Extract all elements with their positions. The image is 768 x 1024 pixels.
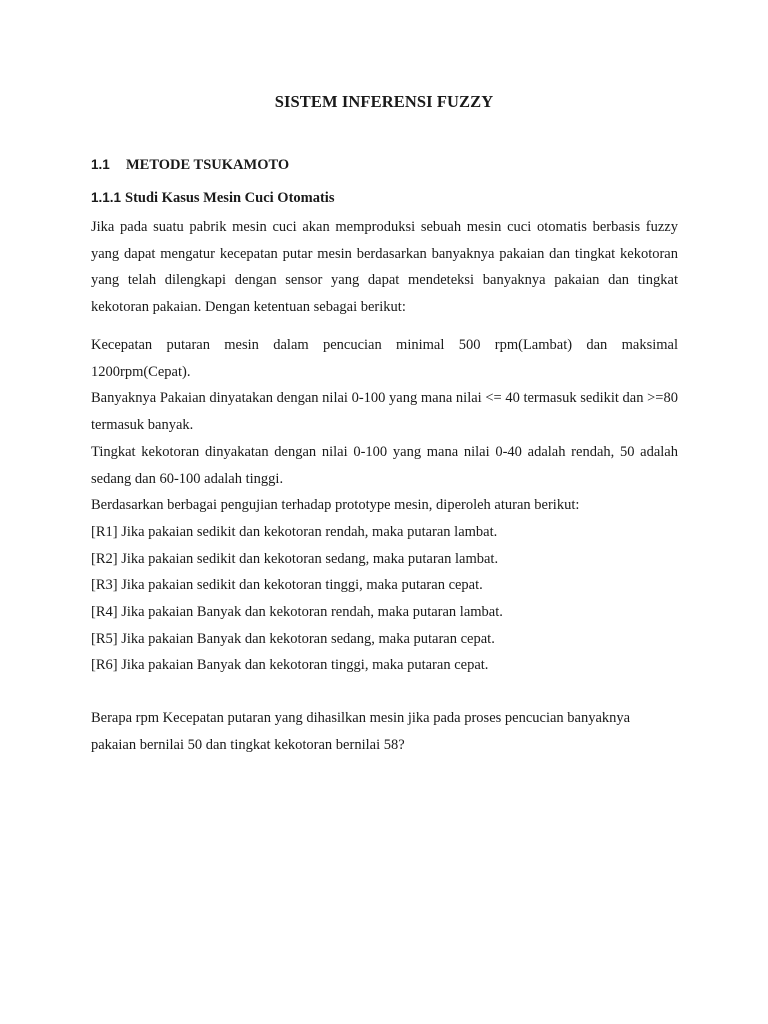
rules-intro: Berdasarkan berbagai pengujian terhadap prototype mesin, diperoleh aturan berikut:: [91, 497, 580, 514]
rule-item: [R4] Jika pakaian Banyak dan kekotoran rendah, maka putaran lambat.: [91, 604, 503, 621]
conditions-block: [91, 332, 678, 679]
rule-item: [R3] Jika pakaian sedikit dan kekotoran tinggi, maka putaran cepat.: [91, 577, 483, 594]
section-title: METODE TSUKAMOTO: [126, 157, 290, 173]
subsection-number: 1.1.1: [91, 190, 122, 205]
dirt-paragraph: Tingkat kekotoran dinyakatan dengan nilai 0-100 yang mana nilai 0-40 adalah rendah, 50 adalah sedang dan 60-100 adalah tinggi.: [91, 443, 678, 487]
intro-paragraph: Jika pada suatu pabrik mesin cuci akan memproduksi sebuah mesin cuci otomatis berbasis fuzzy yang dapat mengatur kecepatan putar mesin berdasarkan banyaknya pakaian dan tingkat kekotoran yang telah dilengkapi dengan sensor yang dapat mendeteksi banyaknya pakaian dan tingkat kekotoran pakaian. Dengan ketentuan sebagai berikut:: [91, 219, 678, 316]
section-number: 1.1: [91, 157, 110, 172]
rule-item: [R5] Jika pakaian Banyak dan kekotoran sedang, maka putaran cepat.: [91, 630, 495, 647]
rule-item: [R2] Jika pakaian sedikit dan kekotoran sedang, maka putaran lambat.: [91, 550, 499, 567]
rule-item: [R6] Jika pakaian Banyak dan kekotoran tinggi, maka putaran cepat.: [91, 657, 489, 674]
rule-item: [R1] Jika pakaian sedikit dan kekotoran rendah, maka putaran lambat.: [91, 523, 498, 540]
document-title: SISTEM INFERENSI FUZZY: [274, 92, 494, 111]
section-heading: [91, 157, 289, 174]
clothes-paragraph: Banyaknya Pakaian dinyatakan dengan nilai 0-100 yang mana nilai <= 40 termasuk sedikit dan >=80 termasuk banyak.: [91, 390, 678, 434]
question-paragraph: Berapa rpm Kecepatan putaran yang dihasilkan mesin jika pada proses pencucian banyaknya pakaian bernilai 50 dan tingkat kekotoran bernilai 58?: [91, 710, 631, 753]
subsection-heading: [91, 190, 334, 207]
subsection-title: Studi Kasus Mesin Cuci Otomatis: [125, 190, 335, 206]
speed-paragraph: Kecepatan putaran mesin dalam pencucian minimal 500 rpm(Lambat) dan maksimal 1200rpm(Cepat).: [91, 337, 678, 380]
